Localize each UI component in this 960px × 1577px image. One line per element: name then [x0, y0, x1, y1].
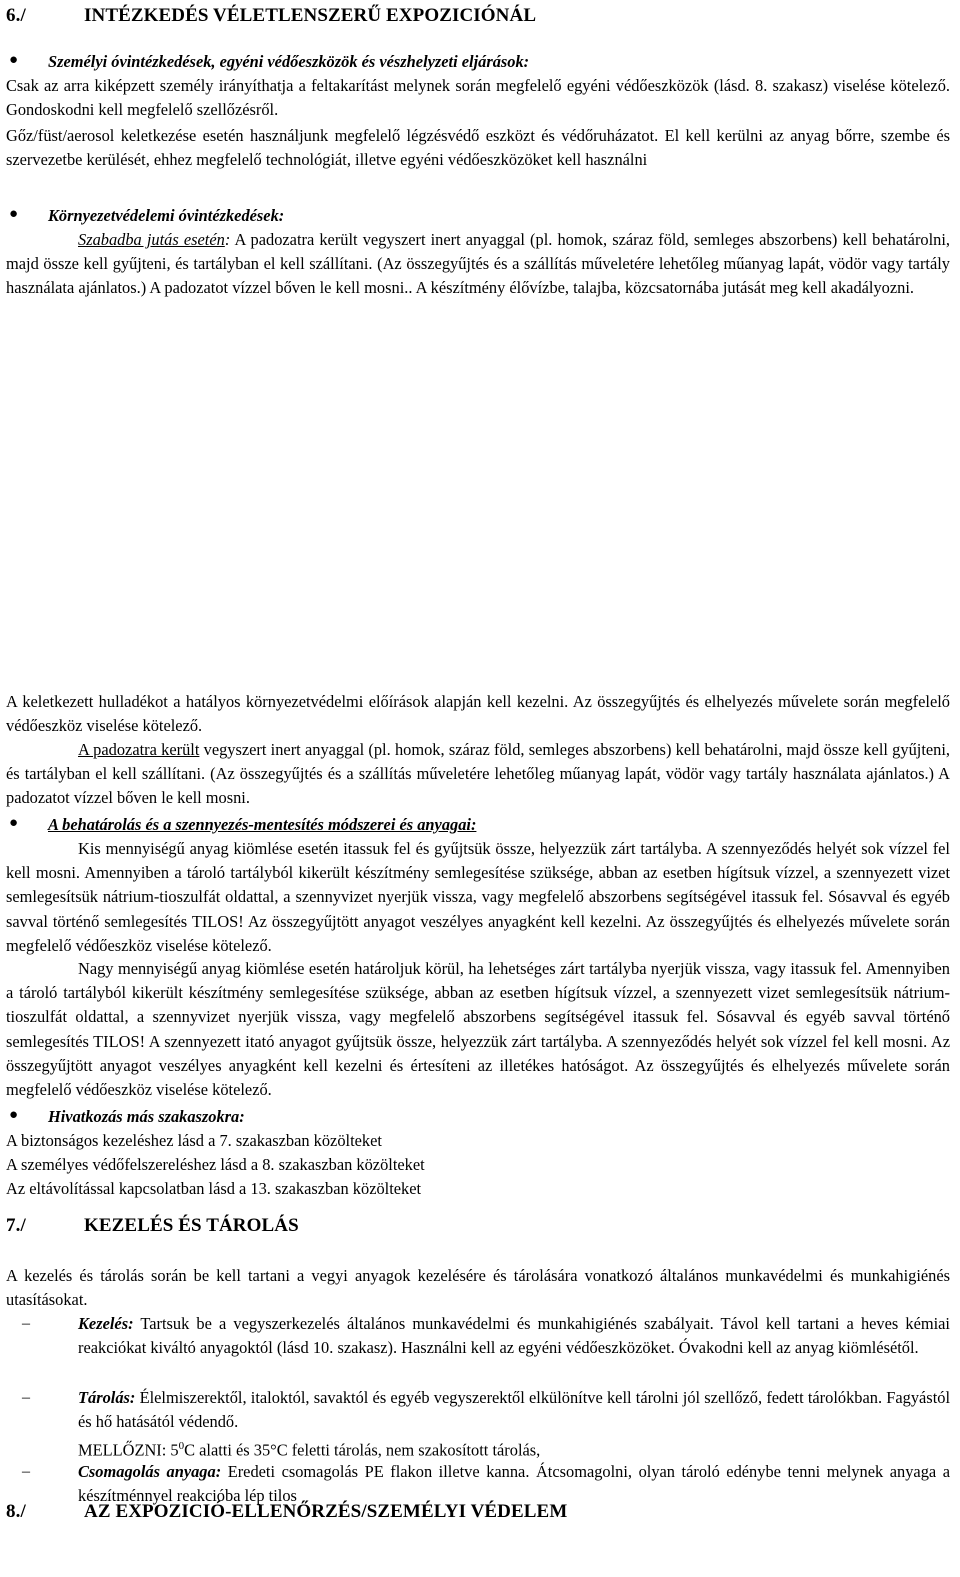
packaging-text: Eredeti csomagolás PE flakon illetve kanna. Átcsomagolni, olyan tároló edénybe tenni melynek anyaga a készítménnyel reakcióba lép tilos [78, 1462, 951, 1506]
reference-line: Az eltávolítással kapcsolatban lásd a 13. szakaszban közölteket [6, 1179, 422, 1198]
dash-icon: – [22, 1315, 30, 1332]
environmental-release-paragraph [6, 228, 950, 301]
dash-icon: – [22, 1389, 30, 1406]
storage-item [78, 1386, 950, 1434]
environmental-heading: Környezetvédelemi óvintézkedések: [48, 206, 285, 225]
release-label: Szabadba jutás esetén [78, 230, 225, 249]
floor-paragraph [6, 738, 950, 811]
section-8-heading [6, 1500, 906, 1524]
floor-text: vegyszert inert anyaggal (pl. homok, száraz föld, semleges abszorbens) kell behatárolni, majd össze kell gyűjteni, és tartályban el kell szállítani. (Az összegyűjtés és a szállítás műveletére lehetőleg műanyag lapát, vödör vagy tartály használata ajánlatos.) A padozatot vízzel bőven le kell mosni. [6, 740, 950, 808]
packaging-label: Csomagolás anyaga: [78, 1462, 222, 1481]
dash-icon: – [22, 1463, 30, 1480]
references-heading: Hivatkozás más szakaszokra: [48, 1107, 245, 1126]
containment-heading: A behatárolás és a szennyezés-mentesítés módszerei és anyagai: [48, 815, 477, 834]
section-title: AZ EXPOZICIÓ-ELLENŐRZÉS/SZEMÉLYI VÉDELEM [84, 1501, 568, 1522]
large-spill-paragraph: Nagy mennyiségű anyag kiömlése esetén határoljuk körül, ha lehetséges zárt tartályba nyerjük vissza, vagy itassuk fel. Amennyiben a tároló tartályból kikerült készítmény semlegesítése szüksége, abban az esetben hígítsuk vízzel, a szennyezett vizet semlegesítsük nátrium-tioszulfát oldattal, a szennyvizet nyerjük vissza, vagy megfelelő abszorbens segítségével itassuk fel. Sósavval és egyéb savval történő semlegesítés TILOS! A szennyezett itató anyagot gyűjtsük össze, helyezzük zárt tartályba. A szennyeződés helyét sok vízzel fel kell mosni. Az összegyűjtött anyagot veszélyes anyagként kell kezelni és értesíteni az illetékes hatóságot. Az összegyűjtés és elhelyezés művelete során megfelelő védőeszköz viselése kötelező. [6, 959, 950, 1100]
personal-precautions-text: Csak az arra kiképzett személy irányíthatja a feltakarítást melynek során megfelelő egyéni védőeszközök (lásd. 8. szakasz) viselése kötelező. Gondoskodni kell megfelelő szellőzésről. [6, 76, 950, 120]
storage-text: Élelmiszerektől, italoktól, savaktól és egyéb vegyszerektől elkülönítve kell tárolni jól szellőző, fedett tárolókban. Fagyástól és hő hatásától védendő. [78, 1388, 950, 1432]
section-number: 7./ [6, 1215, 26, 1236]
section-number: 8./ [6, 1501, 26, 1522]
reference-line: A személyes védőfelszereléshez lásd a 8. szakaszban közölteket [6, 1155, 425, 1174]
personal-precautions-text-2: Gőz/füst/aerosol keletkezése esetén használjunk megfelelő légzésvédő eszközt és védőruházatot. El kell kerülni az anyag bőrre, szembe és szervezetbe kerülését, ehhez megfelelő technológiát, illetve egyéni védőeszközöket kell használni [6, 126, 950, 170]
bullet-icon: ● [9, 815, 19, 831]
section-7-intro: A kezelés és tárolás során be kell tartani a vegyi anyagok kezelésére és tárolására vonatkozó általános munkavédelmi és munkahigiénés utasításokat. [6, 1266, 950, 1310]
waste-paragraph: A keletkezett hulladékot a hatályos környezetvédelmi előírások alapján kell kezelni. Az összegyűjtés és elhelyezés művelete során megfelelő védőeszköz viselése kötelező. [6, 692, 950, 736]
handling-text: Tartsuk be a vegyszerkezelés általános munkavédelmi és munkahigiénés szabályait. Távol kell tartani a heves kémiai reakciókat kiváltó anyagoktól (lásd 10. szakasz). Használni kell az egyéni védőeszközöket. Óvakodni kell az anyag kiömlésétől. [78, 1314, 950, 1358]
small-spill-paragraph: Kis mennyiségű anyag kiömlése esetén itassuk fel és gyűjtsük össze, helyezzük zárt tartályba. A szennyeződés helyét sok vízzel fel kell mosni. Amennyiben a tároló tartályból kikerült készítmény semlegesítése szüksége, abban az esetben hígítsuk vízzel, a szennyezett vizet semlegesítsük nátrium-tioszulfát oldattal, a szennyvizet nyerjük vissza, vagy megfelelő abszorbens segítségével itassuk fel. Sósavval és egyéb savval történő semlegesítés TILOS! Az összegyűjtött anyagot veszélyes anyagként kell kezelni. Az összegyűjtés és elhelyezés művelete során megfelelő védőeszköz viselése kötelező. [6, 839, 950, 955]
avoid-line [78, 1434, 540, 1463]
section-7-heading [6, 1214, 906, 1238]
handling-item [78, 1312, 950, 1360]
bullet-icon: ● [9, 1107, 19, 1123]
avoid-suffix: C alatti és 35°C feletti tárolás, nem szakosított tárolás, [184, 1440, 541, 1460]
section-6-heading [6, 4, 906, 28]
section-title: INTÉZKEDÉS VÉLETLENSZERŰ EXPOZICIÓNÁL [84, 5, 537, 26]
bullet-icon: ● [9, 206, 19, 222]
floor-label: A padozatra került [78, 740, 200, 759]
storage-label: Tárolás: [78, 1388, 136, 1407]
reference-line: A biztonságos kezeléshez lásd a 7. szakaszban közölteket [6, 1131, 382, 1150]
avoid-prefix: MELLŐZNI: 5 [78, 1440, 179, 1460]
release-text: A padozatra került vegyszert inert anyaggal (pl. homok, száraz föld, semleges abszorbens) kell behatárolni, majd össze kell gyűjteni, és tartályban el kell szállítani. (Az összegyűjtés és a szállítás műveletére lehetőleg műanyag lapát, vödör vagy tartály használata ajánlatos.) A padozatot vízzel bőven le kell mosni.. A készítmény élővízbe, talajba, közcsatornába jutását meg kell akadályozni. [6, 230, 950, 298]
personal-precautions-heading: Személyi óvintézkedések, egyéni védőeszközök és vészhelyzeti eljárások: [48, 52, 530, 71]
release-colon: : [224, 230, 231, 249]
bullet-icon: ● [9, 52, 19, 68]
section-title: KEZELÉS ÉS TÁROLÁS [84, 1215, 299, 1236]
section-number: 6./ [6, 5, 26, 26]
handling-label: Kezelés: [78, 1314, 134, 1333]
avoid-sup: 0 [178, 1440, 185, 1452]
